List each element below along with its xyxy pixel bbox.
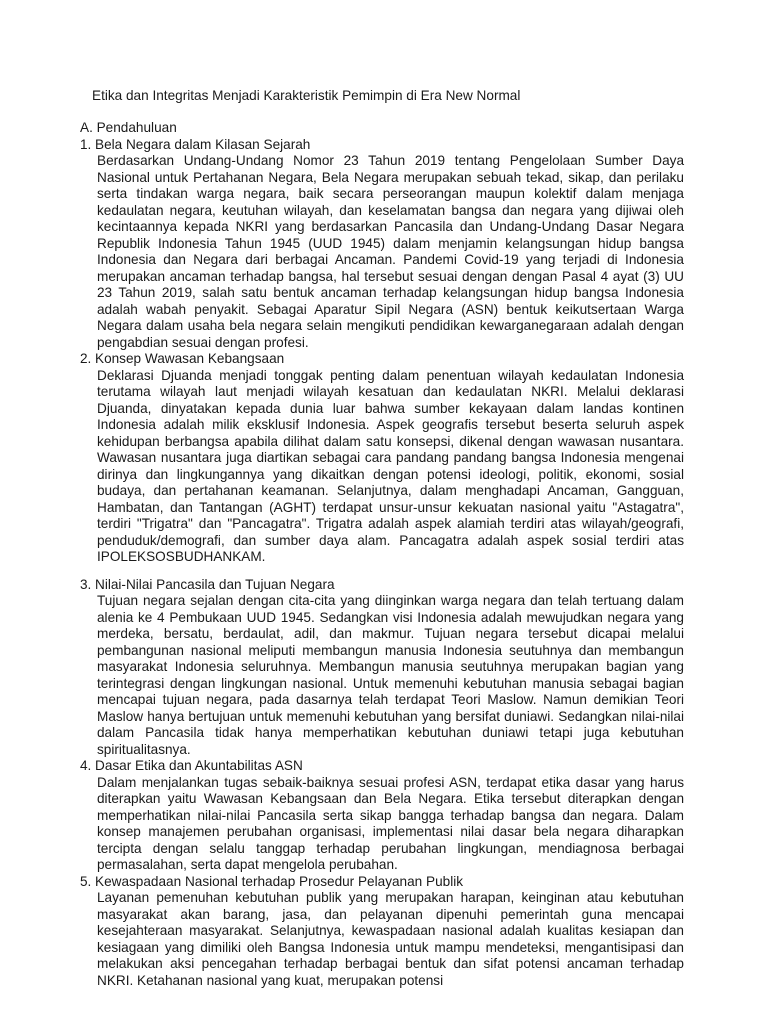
item-heading: [80, 874, 684, 891]
item-body: Dalam menjalankan tugas sebaik-baiknya sesuai profesi ASN, terdapat etika dasar yang harus diterapkan yaitu Wawasan Kebangsaan dan Bela Negara. Etika tersebut diterapkan dengan memperhatikan nilai-nilai Pancasila serta sikap bangga terhadap bangsa dan negara. Dalam konsep manajemen perubahan organisasi, implementasi nilai dasar bela negara diharapkan tercipta dengan selalu tanggap terhadap perubahan lingkungan, mendiagnosa berbagai permasalahan, serta dapat mengelola perubahan.: [97, 774, 684, 872]
document-title: Etika dan Integritas Menjadi Karakteristik Pemimpin di Era New Normal: [92, 88, 521, 103]
paragraph-gap: [80, 566, 684, 577]
item-heading-text: Kewaspadaan Nasional terhadap Prosedur Pelayanan Publik: [95, 873, 464, 889]
item-heading: [80, 137, 684, 154]
item-body: Tujuan negara sejalan dengan cita-cita yang diinginkan warga negara dan telah tertuang dalam alenia ke 4 Pembukaan UUD 1945. Sedangkan visi Indonesia adalah mewujudkan negara yang merdeka, bersatu, berdaulat, adil, dan makmur. Tujuan negara tersebut dicapai melalui pembangunan nasional meliputi membangun manusia Indonesia seutuhnya dan membangun masyarakat Indonesia seluruhnya. Membangun manusia seutuhnya merupakan bagian yang terintegrasi dengan lingkungan nasional. Untuk memenuhi kebutuhan manusia sebagai bagian mencapai tujuan negara, pada dasarnya telah terdapat Teori Maslow. Namun demikian Teori Maslow hanya bertujuan untuk memenuhi kebutuhan yang bersifat duniawi. Sedangkan nilai-nilai dalam Pancasila tidak hanya memperhatikan kebutuhan duniawi tetapi juga kebutuhan spiritualitasnya.: [97, 593, 684, 757]
item-body: Deklarasi Djuanda menjadi tonggak penting dalam penentuan wilayah kedaulatan Indonesia terutama wilayah laut menjadi wilayah kesatuan dan kedaulatan NKRI. Melalui deklarasi Djuanda, dinyatakan kepada dunia luar bahwa sumber kekayaan dalam landas kontinen Indonesia adalah milik eksklusif Indonesia. Aspek geografis tersebut beserta seluruh aspek kehidupan berbangsa apabila dilihat dalam satu konsepsi, dikenal dengan wawasan nusantara. Wawasan nusantara juga diartikan sebagai cara pandang pandang bangsa Indonesia mengenai dirinya dan lingkungannya yang dikaitkan dengan potensi ideologi, politik, ekonomi, sosial budaya, dan pertahanan keamanan. Selanjutnya, dalam menghadapi Ancaman, Gangguan, Hambatan, dan Tantangan (AGHT) terdapat unsur-unsur kekuatan nasional yaitu "Astagatra", terdiri "Trigatra" dan "Pancagatra". Trigatra adalah aspek alamiah terdiri atas wilayah/geografi, penduduk/demografi, dan sumber daya alam. Pancagatra adalah aspek sosial terdiri atas IPOLEKSOSBUDHANKAM.: [97, 367, 684, 564]
list-item-3: [80, 577, 684, 759]
item-heading-text: Nilai-Nilai Pancasila dan Tujuan Negara: [95, 576, 335, 592]
document-content: [80, 120, 684, 989]
list-item-1: [80, 137, 684, 352]
item-heading: [80, 351, 684, 368]
list-item-4: [80, 758, 684, 874]
item-number: 5.: [80, 873, 92, 889]
item-number: 1.: [80, 136, 92, 152]
item-heading-text: Konsep Wawasan Kebangsaan: [95, 351, 285, 366]
item-body: Berdasarkan Undang-Undang Nomor 23 Tahun 2019 tentang Pengelolaan Sumber Daya Nasional untuk Pertahanan Negara, Bela Negara merupakan sebuah tekad, sikap, dan perilaku serta tindakan warga negara, baik secara perseorangan maupun kolektif dalam menjaga kedaulatan negara, keutuhan wilayah, dan keselamatan bangsa dan negara yang dijiwai oleh kecintaannya kepada NKRI yang berdasarkan Pancasila dan Undang-Undang Dasar Negara Republik Indonesia Tahun 1945 (UUD 1945) dalam menjamin kelangsungan hidup bangsa Indonesia dan Negara dari berbagai Ancaman. Pandemi Covid-19 yang terjadi di Indonesia merupakan ancaman terhadap bangsa, hal tersebut sesuai dengan dengan Pasal 4 ayat (3) UU 23 Tahun 2019, salah satu bentuk ancaman terhadap kelangsungan hidup bangsa Indonesia adalah wabah penyakit. Sebagai Aparatur Sipil Negara (ASN) bentuk keikutsertaan Warga Negara dalam usaha bela negara selain mengikuti pendidikan kewarganegaraan adalah dengan pengabdian sesuai dengan profesi.: [97, 153, 684, 350]
item-number: 3.: [80, 576, 92, 592]
list-item-5: [80, 874, 684, 990]
list-item-2: [80, 351, 684, 566]
item-number: 2.: [80, 351, 92, 366]
item-heading: [80, 758, 684, 775]
section-heading: A. Pendahuluan: [80, 120, 177, 135]
item-heading-text: Dasar Etika dan Akuntabilitas ASN: [95, 758, 303, 773]
item-body: Layanan pemenuhan kebutuhan publik yang merupakan harapan, keinginan atau kebutuhan masyarakat akan barang, jasa, dan pelayanan dipenuhi pemerintah guna mencapai kesejahteraan masyarakat. Selanjutnya, kewaspadaan nasional adalah kualitas kesiapan dan kesiagaan yang dimiliki oleh Bangsa Indonesia untuk mampu mendeteksi, mengantisipasi dan melakukan aksi pencegahan terhadap berbagai bentuk dan sifat potensi ancaman terhadap NKRI. Ketahanan nasional yang kuat, merupakan potensi: [97, 890, 684, 988]
item-number: 4.: [80, 758, 92, 773]
item-heading: [80, 577, 684, 594]
item-heading-text: Bela Negara dalam Kilasan Sejarah: [95, 136, 311, 152]
